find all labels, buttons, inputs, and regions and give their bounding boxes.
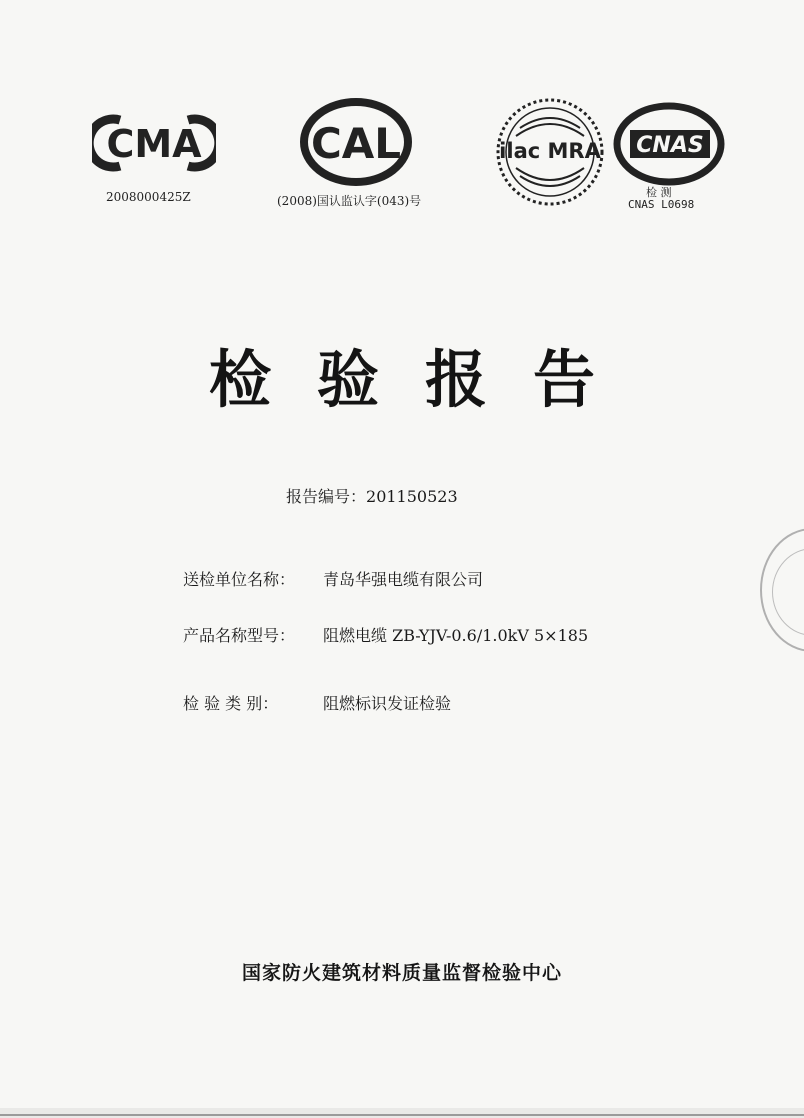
cma-code: 2008000425Z bbox=[106, 190, 191, 204]
cma-logo bbox=[92, 112, 216, 174]
cnas-sub: 检 测 bbox=[646, 186, 672, 199]
report-number-row bbox=[286, 484, 458, 507]
scan-bottom-line bbox=[0, 1114, 804, 1116]
field-value: 阻燃标识发证检验 bbox=[323, 694, 452, 713]
report-number-value: 201150523 bbox=[366, 487, 458, 506]
cal-mark: CAL bbox=[310, 119, 402, 168]
field-row-category bbox=[183, 691, 451, 714]
cal-logo bbox=[300, 98, 412, 186]
field-value: 青岛华强电缆有限公司 bbox=[323, 570, 484, 589]
cnas-code: CNAS L0698 bbox=[628, 198, 695, 211]
report-number-label: 报告编号： bbox=[286, 487, 367, 506]
scan-edge bbox=[0, 1108, 804, 1118]
field-row-product bbox=[183, 623, 588, 646]
cal-code: (2008)国认监认字(043)号 bbox=[277, 194, 422, 208]
field-label: 送检单位名称： bbox=[183, 570, 296, 589]
cnas-mark: CNAS bbox=[636, 133, 704, 158]
field-label: 检 验 类 别： bbox=[183, 694, 279, 713]
ilac-mra-logo bbox=[494, 96, 606, 208]
field-value: 阻燃电缆 ZB-YJV-0.6/1.0kV 5×185 bbox=[323, 626, 589, 645]
cnas-logo bbox=[612, 100, 726, 192]
report-title: 检验报告 bbox=[208, 343, 641, 416]
issuer-name: 国家防火建筑材料质量监督检验中心 bbox=[241, 962, 562, 984]
field-label: 产品名称型号： bbox=[183, 626, 296, 645]
field-row-client bbox=[183, 567, 483, 590]
cma-mark: CMA bbox=[106, 122, 202, 166]
ilac-mark: ilac MRA bbox=[499, 139, 601, 163]
